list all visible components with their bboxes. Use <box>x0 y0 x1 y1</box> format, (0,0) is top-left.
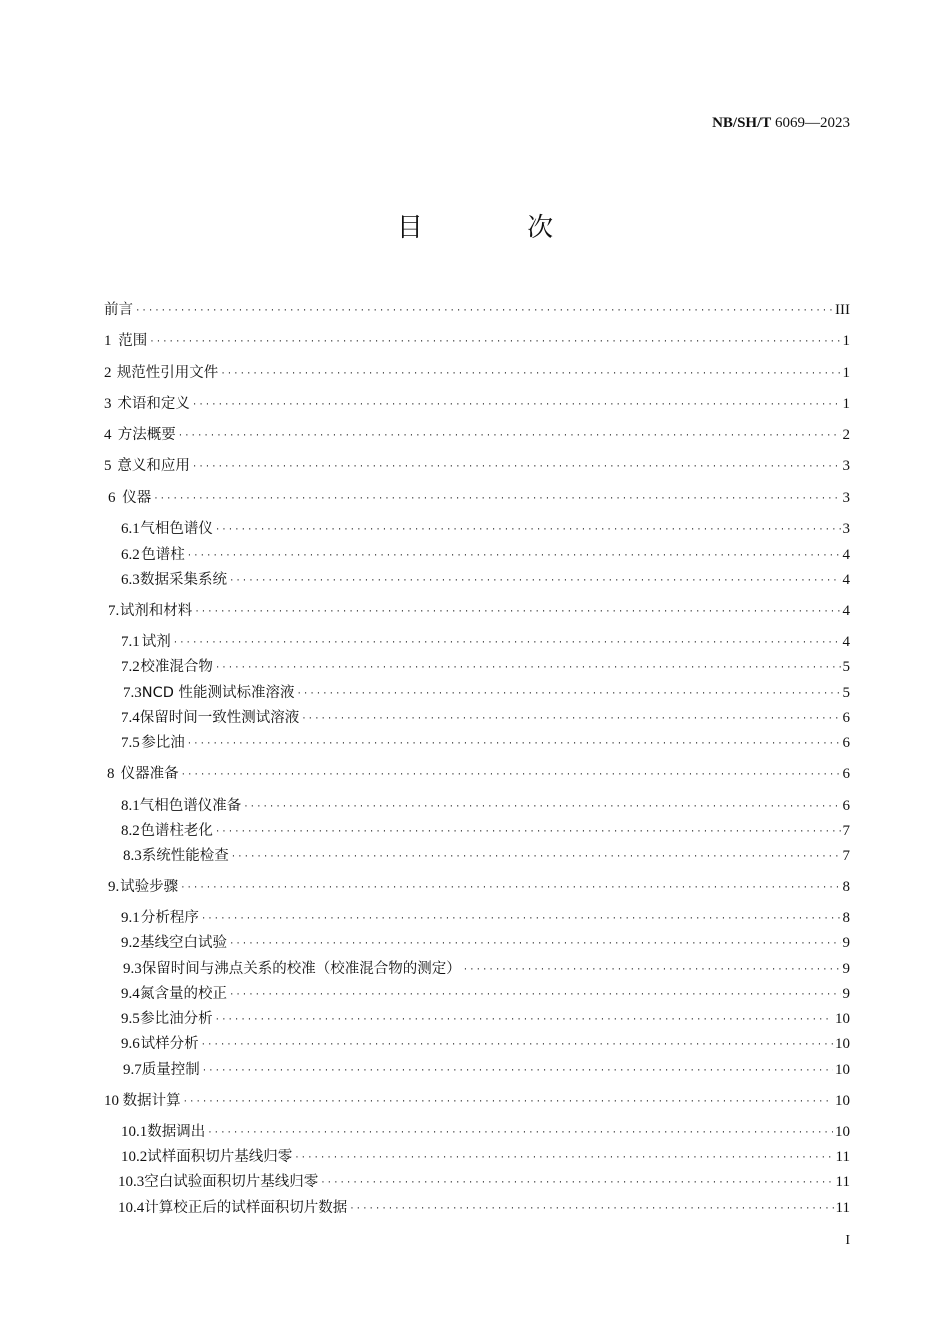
toc-entry-number: 4 <box>104 427 112 443</box>
toc-leader-dots <box>243 800 840 812</box>
toc-entry-page: 6 <box>842 710 850 726</box>
toc-entry[interactable] <box>123 846 850 866</box>
toc-leader-dots <box>294 1151 833 1163</box>
toc-entry-number: 10.2 <box>121 1149 148 1165</box>
toc-entry-label: 仪器 <box>122 490 152 506</box>
toc-entry-page: 4 <box>842 603 850 619</box>
toc-entry[interactable] <box>121 708 850 728</box>
toc-entry[interactable] <box>104 456 850 476</box>
toc-entry[interactable] <box>118 1198 850 1218</box>
toc-entry-page: 8 <box>842 910 850 926</box>
toc-entry-label: 规范性引用文件 <box>116 365 219 381</box>
toc-entry-page: III <box>835 302 850 318</box>
toc-entry[interactable] <box>121 796 850 816</box>
toc-entry-label: 系统性能检查 <box>141 848 229 864</box>
toc-entry[interactable] <box>121 519 850 539</box>
toc-entry-page: 6 <box>842 735 850 751</box>
toc-entry-page: 10 <box>835 1093 850 1109</box>
toc-entry-page: 11 <box>835 1174 850 1190</box>
toc-entry-number: 10.1 <box>121 1124 148 1140</box>
toc-entry-number: 10.3 <box>118 1174 145 1190</box>
toc-entry-label: 参比油分析 <box>140 1011 213 1027</box>
toc-leader-dots <box>297 687 841 699</box>
toc-entry-page: 6 <box>842 766 850 782</box>
toc-entry-number: 10 <box>104 1093 119 1109</box>
toc-entry[interactable] <box>121 1122 850 1142</box>
toc-leader-dots <box>229 574 841 586</box>
toc-entry[interactable] <box>107 764 850 784</box>
toc-entry-number: 7.5 <box>121 735 140 751</box>
toc-entry[interactable] <box>104 331 850 351</box>
toc-entry-number: 2 <box>104 365 112 381</box>
toc-entry-label: 分析程序 <box>140 910 199 926</box>
toc-leader-dots <box>207 1126 833 1138</box>
toc-entry[interactable] <box>118 1172 850 1192</box>
toc-entry-label: 试剂 <box>141 634 171 650</box>
toc-entry-number: 9.4 <box>121 986 140 1002</box>
toc-entry-label: 仪器准备 <box>120 766 179 782</box>
toc-entry[interactable] <box>121 933 850 953</box>
toc-entry[interactable] <box>104 425 850 445</box>
toc-entry-number: 6.3 <box>121 572 140 588</box>
toc-leader-dots <box>215 825 841 837</box>
toc-entry-number: 9.3 <box>123 961 142 977</box>
toc-entry-label: 数据计算 <box>122 1093 181 1109</box>
toc-entry-number: 7.1 <box>121 634 140 650</box>
toc-entry-label: 气相色谱仪 <box>140 521 213 537</box>
toc-entry-page: 10 <box>835 1036 850 1052</box>
toc-entry-page: 8 <box>842 879 850 895</box>
toc-entry-label: 试样面积切片基线归零 <box>147 1149 293 1165</box>
toc-entry-number: 5 <box>104 458 112 474</box>
toc-leader-dots <box>192 398 841 410</box>
toc-entry-label: 色谱柱老化 <box>140 823 213 839</box>
toc-entry-label: 计算校正后的试样面积切片数据 <box>144 1200 348 1216</box>
toc-entry-number: 9.6 <box>121 1036 140 1052</box>
toc-entry-number: 7.4 <box>121 710 140 726</box>
toc-entry[interactable] <box>104 300 850 320</box>
toc-entry-number: 7. <box>108 603 120 619</box>
toc-entry-page: 11 <box>835 1200 850 1216</box>
toc-leader-dots <box>231 850 841 862</box>
toc-entry-label: 试样分析 <box>140 1036 199 1052</box>
toc-entry-number: 6.1 <box>121 521 140 537</box>
toc-entry-page: 3 <box>842 521 850 537</box>
toc-leader-dots <box>215 661 841 673</box>
toc-entry[interactable] <box>108 488 850 508</box>
toc-leader-dots <box>463 963 841 975</box>
toc-leader-dots <box>180 881 840 893</box>
toc-leader-dots <box>149 335 840 347</box>
toc-entry-page: 10 <box>835 1124 850 1140</box>
toc-leader-dots <box>135 304 833 316</box>
toc-entry-page: 1 <box>842 333 850 349</box>
toc-entry[interactable] <box>123 1060 850 1080</box>
toc-entry-page: 10 <box>835 1062 850 1078</box>
toc-entry-number: 9.7 <box>123 1062 142 1078</box>
toc-entry-label: 意义和应用 <box>117 458 190 474</box>
toc-entry-number: 9.5 <box>121 1011 140 1027</box>
toc-entry-label: 质量控制 <box>141 1062 200 1078</box>
toc-leader-dots <box>192 460 841 472</box>
toc-entry-label: 参比油 <box>141 735 185 751</box>
toc-entry-label: 方法概要 <box>117 427 176 443</box>
toc-leader-dots <box>187 549 841 561</box>
toc-entry-label: 基线空白试验 <box>139 935 227 951</box>
toc-entry[interactable] <box>121 821 850 841</box>
toc-entry-page: 5 <box>842 659 850 675</box>
toc-leader-dots <box>187 737 841 749</box>
toc-entry-label: 试剂和材料 <box>119 603 193 619</box>
toc-entry-page: 4 <box>842 572 850 588</box>
toc-entry-label: 试验步骤 <box>120 879 179 895</box>
toc-entry-label: 保留时间一致性测试溶液 <box>139 710 300 726</box>
toc-entry[interactable] <box>121 1034 850 1054</box>
toc-entry-number: 9.1 <box>121 910 140 926</box>
toc-entry-number: 6 <box>108 490 116 506</box>
toc-entry-label: 术语和定义 <box>117 396 190 412</box>
page-number: I <box>845 1233 850 1248</box>
toc-entry-number: 8.2 <box>121 823 140 839</box>
toc-entry-page: 5 <box>842 685 850 701</box>
toc-entry[interactable] <box>121 1009 850 1029</box>
toc-leader-dots <box>201 912 841 924</box>
toc-leader-dots <box>349 1202 833 1214</box>
toc-entry-number: 3 <box>104 396 112 412</box>
toc-entry-label: 数据调出 <box>147 1124 206 1140</box>
toc-leader-dots <box>201 1038 833 1050</box>
toc-entry-page: 9 <box>842 961 850 977</box>
toc-entry[interactable] <box>121 632 850 652</box>
toc-entry-label: 前言 <box>104 302 133 318</box>
toc-entry-label: 空白试验面积切片基线归零 <box>144 1174 319 1190</box>
toc-leader-dots <box>181 768 841 780</box>
toc-entry-page: 6 <box>842 798 850 814</box>
toc-entry[interactable] <box>104 394 850 414</box>
toc-entry[interactable] <box>108 877 850 897</box>
page-title: 目 次 <box>396 213 602 243</box>
toc-entry-page: 2 <box>842 427 850 443</box>
toc-entry-page: 3 <box>842 458 850 474</box>
toc-entry-label: 范围 <box>118 333 148 349</box>
toc-entry-page: 9 <box>842 986 850 1002</box>
toc-entry-number: 7.3 <box>123 685 142 701</box>
toc-entry-label: 保留时间与沸点关系的校准（校准混合物的测定） <box>141 961 461 977</box>
toc-entry[interactable] <box>104 363 850 383</box>
toc-entry-page: 7 <box>842 823 850 839</box>
toc-entry-number: 10.4 <box>118 1200 145 1216</box>
toc-entry-number: 8.1 <box>121 798 140 814</box>
toc-entry-number: 8 <box>107 766 115 782</box>
toc-entry[interactable] <box>121 545 850 565</box>
toc-entry[interactable] <box>121 657 850 677</box>
toc-entry-page: 4 <box>842 634 850 650</box>
toc-entry[interactable] <box>121 733 850 753</box>
standard-code <box>712 115 850 132</box>
toc-entry-number: 7.2 <box>121 659 140 675</box>
toc-entry-page: 4 <box>842 547 850 563</box>
toc-entry[interactable] <box>121 570 850 590</box>
toc-entry[interactable] <box>121 1147 850 1167</box>
toc-entry-page: 1 <box>842 396 850 412</box>
toc-leader-dots <box>320 1176 833 1188</box>
toc-leader-dots <box>202 1064 833 1076</box>
toc-leader-dots <box>229 988 841 1000</box>
standard-number: 6069—2023 <box>775 115 850 131</box>
toc-entry[interactable] <box>123 959 850 979</box>
toc-entry-page: 1 <box>842 365 850 381</box>
toc-entry[interactable] <box>121 908 850 928</box>
toc-entry[interactable] <box>121 984 850 1004</box>
toc-entry[interactable] <box>123 683 850 703</box>
toc-entry-page: 9 <box>842 935 850 951</box>
toc-leader-dots <box>301 712 840 724</box>
standard-prefix: NB/SH/T <box>712 115 772 131</box>
toc-entry-label: 气相色谱仪准备 <box>139 798 242 814</box>
toc-leader-dots <box>229 937 841 949</box>
toc-entry-label: 数据采集系统 <box>139 572 227 588</box>
toc-entry-label: 氮含量的校正 <box>139 986 227 1002</box>
toc-leader-dots <box>178 429 841 441</box>
toc-entry-number: 9.2 <box>121 935 140 951</box>
toc-entry-label: 校准混合物 <box>140 659 213 675</box>
toc-leader-dots <box>215 1013 833 1025</box>
toc-entry[interactable] <box>104 1091 850 1111</box>
toc-entry-label: NCD 性能测试标准溶液 <box>141 685 295 701</box>
toc-leader-dots <box>194 605 840 617</box>
toc-leader-dots <box>220 367 840 379</box>
toc-entry-number: 1 <box>104 333 112 349</box>
toc-entry[interactable] <box>108 601 850 621</box>
toc-entry-page: 10 <box>835 1011 850 1027</box>
toc-entry-number: 6.2 <box>121 547 140 563</box>
toc-leader-dots <box>153 492 840 504</box>
toc-entry-label: 色谱柱 <box>141 547 185 563</box>
toc-leader-dots <box>173 636 841 648</box>
toc-leader-dots <box>183 1095 833 1107</box>
toc-entry-number: 9. <box>108 879 120 895</box>
toc-entry-number: 8.3 <box>123 848 142 864</box>
toc-entry-page: 11 <box>835 1149 850 1165</box>
toc-leader-dots <box>215 523 841 535</box>
toc-entry-page: 7 <box>842 848 850 864</box>
toc-entry-page: 3 <box>842 490 850 506</box>
